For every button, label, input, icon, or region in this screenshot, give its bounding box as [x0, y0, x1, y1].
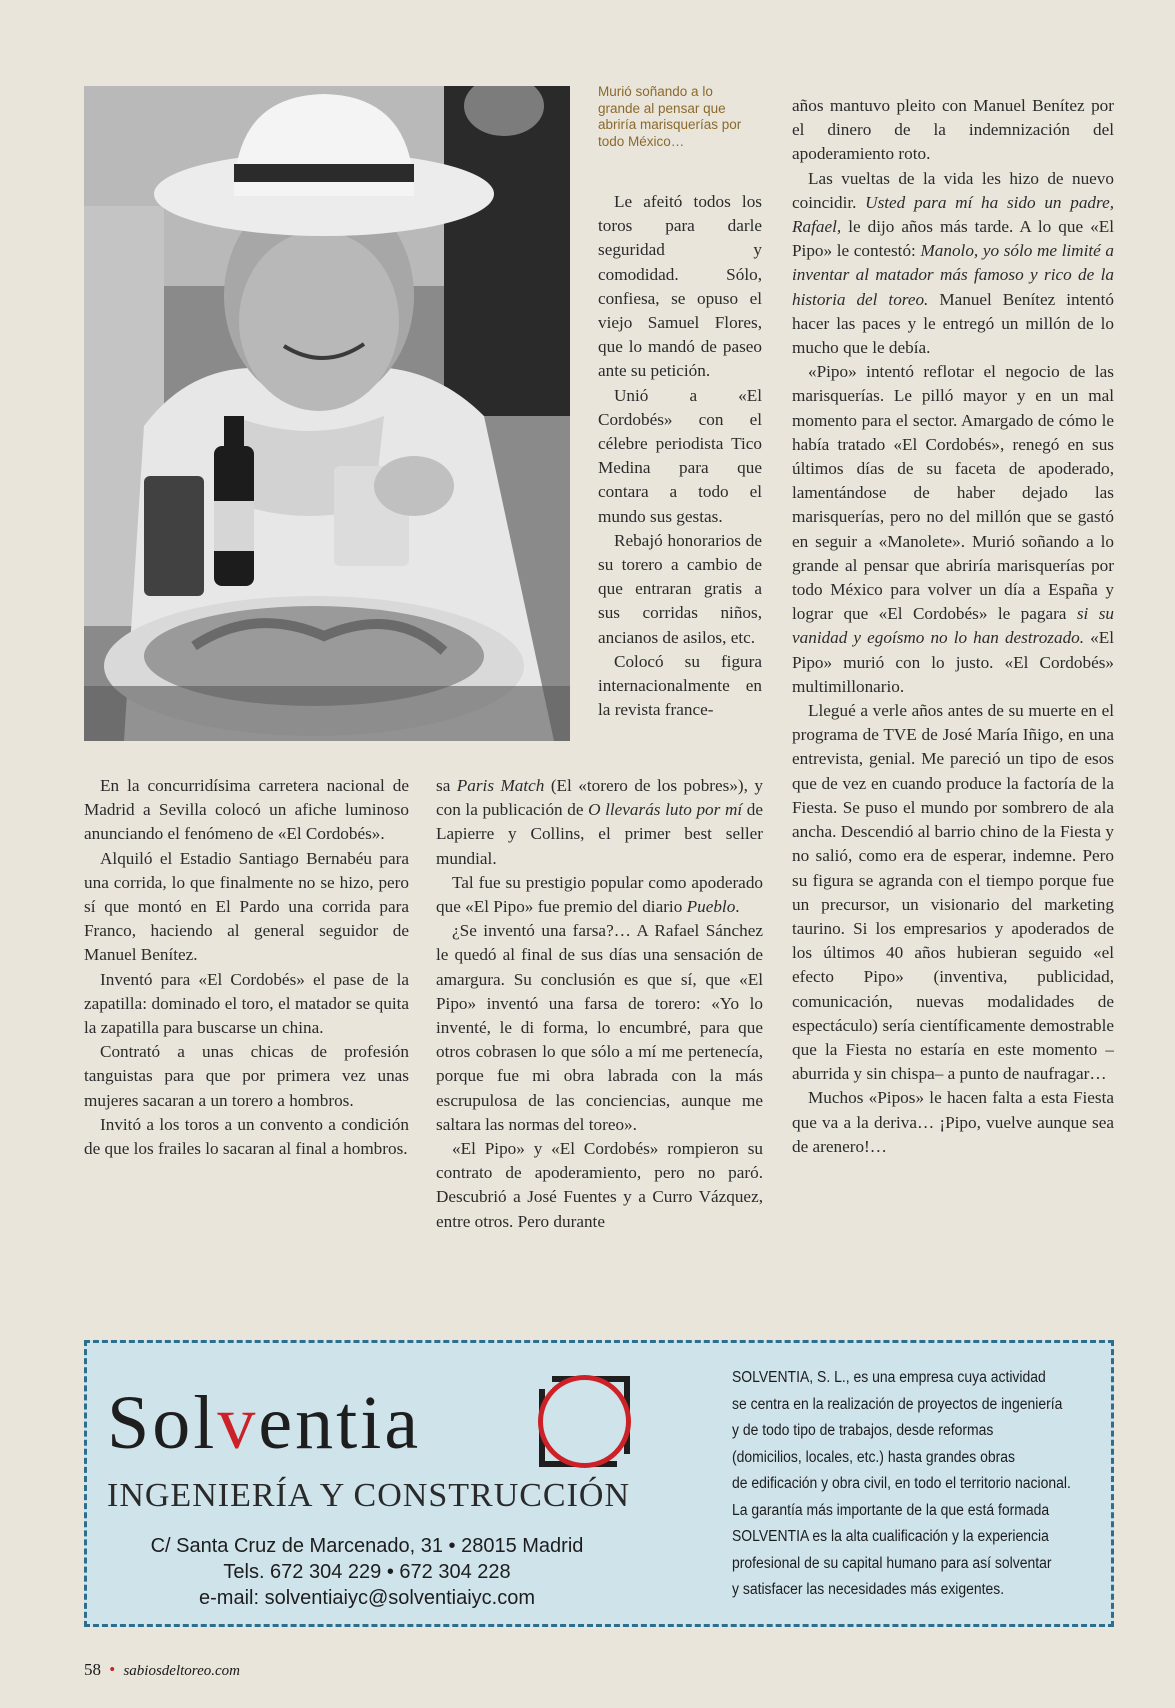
description-line: se centra en la realización de proyectos de ingeniería	[732, 1395, 1063, 1413]
pull-quote-caption: Murió soñando a lo grande al pensar que abriría marisquerías por todo México…	[598, 84, 742, 149]
description-line: SOLVENTIA es la alta cualificación y la experiencia	[732, 1528, 1049, 1545]
bullet-separator: •	[109, 1660, 116, 1679]
brand-subtitle: INGENIERÍA Y CONSTRUCCIÓN	[107, 1477, 631, 1514]
brand-logo: Solventia	[107, 1381, 422, 1465]
paragraph: Colocó su figura internacionalmente en la revista france-	[598, 651, 762, 720]
paragraph: Rebajó honorarios de su torero a cambio de que entraran gratis a sus corridas niños, ancianos de asilos, etc.	[598, 530, 762, 647]
paragraph: sa Paris Match (El «torero de los pobres»), y con la publicación de O llevarás luto por mí de Lapierre y Collins, el primer best seller mundial.	[436, 776, 763, 868]
contact-info	[117, 1533, 617, 1611]
paragraph: años mantuvo pleito con Manuel Benítez por el dinero de la indemnización del apoderamiento roto.	[792, 96, 1114, 164]
paragraph: Alquiló el Estadio Santiago Bernabéu para una corrida, lo que finalmente no se hizo, pero sí que montó en El Pardo una corrida para Franco, haciendo al general seguidor de Manuel Benítez.	[84, 848, 409, 965]
article-column-2-bottom	[436, 774, 763, 1234]
description-line: SOLVENTIA, S. L., es una empresa cuya actividad	[732, 1369, 1046, 1386]
phone-numbers: Tels. 672 304 229 • 672 304 228	[223, 1561, 511, 1583]
logo-circle-square-icon	[532, 1369, 637, 1474]
paragraph: «Pipo» intentó reflotar el negocio de las marisquerías. Le pilló mayor y en un mal momento para el sector. Amargado de cómo le había tratado «El Cordobés», renegó en sus últimos días de su faceta de apoderado, lamentándose de haber dejado las marisquerías, pero no del millón que se gastó en seguir a «Manolete». Murió soñando a lo grande al pensar que abriría marisquerías por todo México para volver un día a España y lograr que «El Cordobés» le pagara si su vanidad y egoísmo no lo han destrozado. «El Pipo» murió con lo justo. «El Cordobés» multimillonario.	[792, 362, 1114, 696]
article-photo	[84, 86, 570, 741]
address: C/ Santa Cruz de Marcenado, 31 • 28015 Madrid	[150, 1535, 584, 1557]
article-column-1	[84, 774, 409, 1161]
paragraph: Las vueltas de la vida les hizo de nuevo coincidir. Usted para mí ha sido un padre, Rafael, le dijo años más tarde. A lo que «El Pipo» le contestó: Manolo, yo sólo me limité a inventar al matador más famoso y rico de la historia del toreo. Manuel Benítez intentó hacer las paces y le entregó un millón de lo mucho que le debía.	[792, 168, 1114, 358]
paragraph: ¿Se inventó una farsa?… A Rafael Sánchez le quedó al final de sus días una sensación de amargura. Su conclusión es que sí, que «El Pipo» inventó una farsa de torero: «Yo lo inventé, le di forma, lo encumbré, para que otros cobrasen lo que sólo a mí me pertenecía, porque fue mi obra labrada con la más escrupulosa de las conciencias, aunque me saltara las normas del toreo».	[436, 921, 763, 1134]
paragraph: Tal fue su prestigio popular como apoderado que «El Pipo» fue premio del diario Pueblo.	[436, 872, 763, 917]
solventia-advertisement	[84, 1340, 1114, 1627]
paragraph: Llegué a verle años antes de su muerte en el programa de TVE de José María Iñigo, en una entrevista, genial. Me pareció un tipo de esos que de vez en cuando produce la factoría de la Fiesta. Se puso el mundo por sombrero de ala ancha. Descendió al barrio chino de la Fiesta y no salió, como era de esperar, indemne. Pero su figura se agranda con el tiempo porque fue un precursor, un visionario del marketing taurino. Si los empresarios y apoderados de los últimos 40 años hubieran seguido «el efecto Pipo» (inventiva, publicidad, comunicación, nuevas modalidades de espectáculo) sería científicamente demostrable que la Fiesta no estaría en este momento –aburrida y sin chispa– a punto de naufragar…	[792, 701, 1114, 1084]
description-line: y de todo tipo de trabajos, desde reformas	[732, 1422, 994, 1439]
man-with-hat-photo-icon	[84, 86, 570, 741]
paragraph: Unió a «El Cordobés» con el célebre periodista Tico Medina para que contara a todo el mundo sus gestas.	[598, 385, 762, 526]
article-column-2-top	[598, 190, 762, 722]
paragraph: Le afeitó todos los toros para darle seguridad y comodidad. Sólo, confiesa, se opuso el viejo Samuel Flores, que lo mandó de paseo ante su petición.	[598, 192, 762, 381]
page-footer	[84, 1660, 240, 1680]
description-line: (domicilios, locales, etc.) hasta grandes obras	[732, 1448, 1016, 1466]
company-description	[732, 1365, 1092, 1604]
email[interactable]: e-mail: solventiaiyc@solventiaiyc.com	[199, 1587, 535, 1609]
paragraph: «El Pipo» y «El Cordobés» rompieron su contrato de apoderamiento, pero no paró. Descubrió a José Fuentes y a Curro Vázquez, entre otros. Pero durante	[436, 1139, 763, 1231]
article-column-3	[792, 94, 1114, 1159]
description-line: y satisfacer las necesidades más exigentes.	[732, 1581, 1005, 1598]
page-number: 58	[84, 1660, 101, 1679]
paragraph: Inventó para «El Cordobés» el pase de la zapatilla: dominado el toro, el matador se quita la zapatilla para buscarse un china.	[84, 969, 409, 1038]
paragraph: En la concurridísima carretera nacional de Madrid a Sevilla colocó un afiche luminoso anunciando el fenómeno de «El Cordobés».	[84, 776, 409, 844]
description-line: La garantía más importante de la que está formada	[732, 1501, 1050, 1519]
paragraph: Contrató a unas chicas de profesión tanguistas para que por primera vez unas mujeres sacaran a un torero a hombros.	[84, 1042, 409, 1110]
paragraph: Invitó a los toros a un convento a condición de que los frailes lo sacaran al final a hombros.	[84, 1114, 409, 1159]
paragraph: Muchos «Pipos» le hacen falta a esta Fiesta que va a la deriva… ¡Pipo, vuelve aunque sea de arenero!…	[792, 1088, 1114, 1156]
description-line: profesional de su capital humano para así solventar	[732, 1554, 1052, 1572]
website-name[interactable]: sabiosdeltoreo.com	[123, 1663, 240, 1679]
description-line: de edificación y obra civil, en todo el territorio nacional.	[732, 1475, 1071, 1492]
